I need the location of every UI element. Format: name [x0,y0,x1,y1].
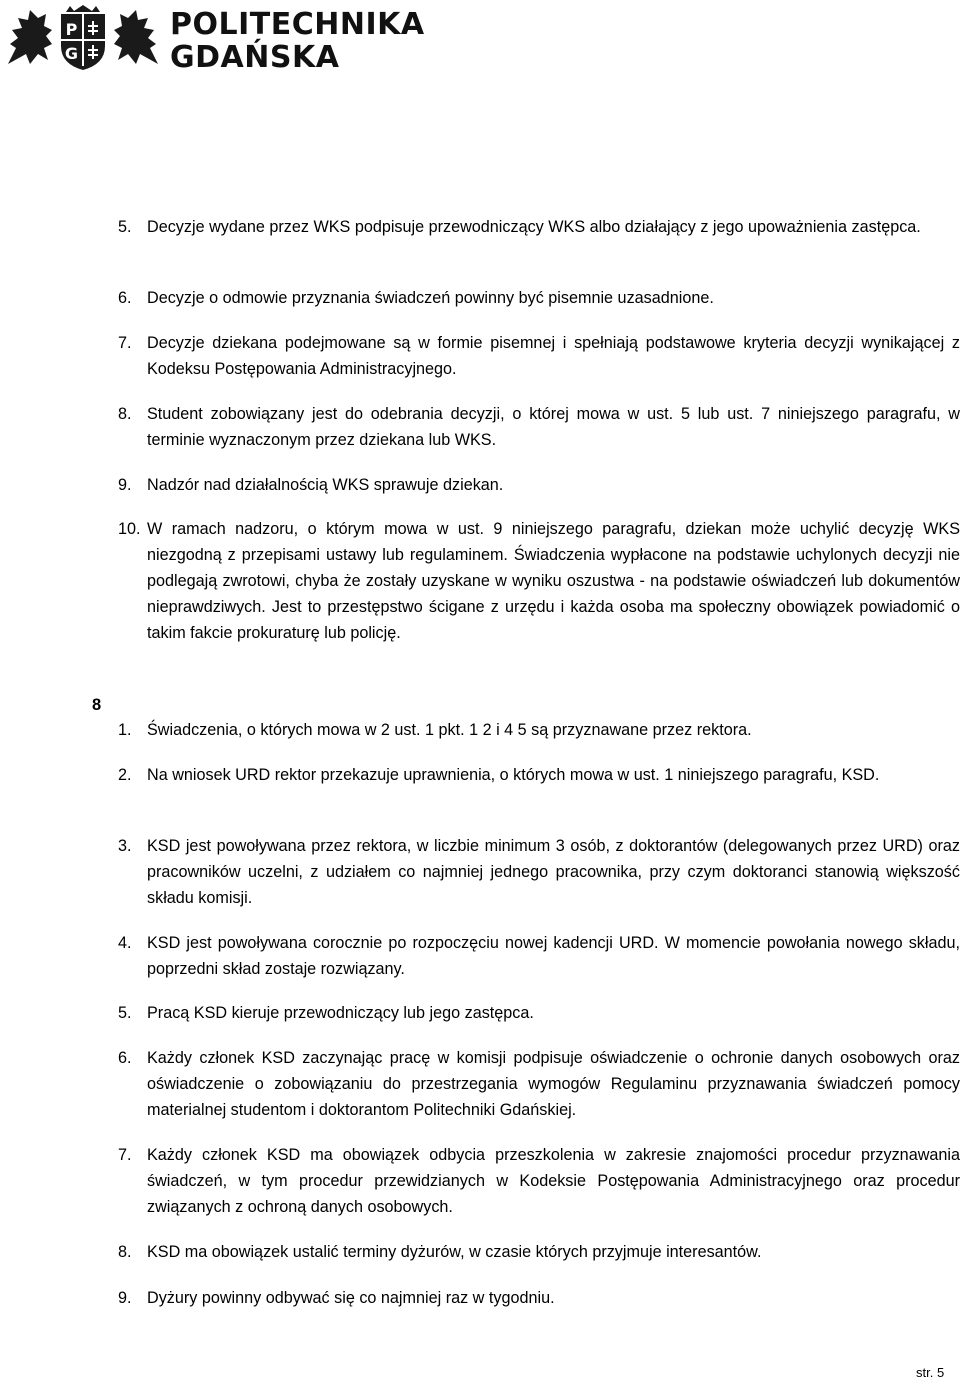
list-item-number: 9. [118,1289,132,1307]
list-item-text: Świadczenia, o których mowa w 2 ust. 1 pkt. 1 2 i 4 5 są przyznawane przez rektora. [147,721,752,739]
list-item-text: KSD jest powoływana corocznie po rozpoczęciu nowej kadencji URD. W momencie powołania nowego składu, poprzedni skład zostaje rozwiązany. [147,934,960,978]
list-item-number: 7. [118,1146,132,1164]
list-item [118,472,960,498]
page-header [0,0,960,80]
university-emblem-icon [6,4,160,70]
list-item [118,1000,960,1026]
list-item [118,214,960,240]
list-item [118,1142,960,1220]
page-number: str. 5 [916,1365,945,1380]
list-item-text: KSD ma obowiązek ustalić terminy dyżurów, w czasie których przyjmuje interesantów. [147,1243,762,1261]
list-item-text: Na wniosek URD rektor przekazuje uprawnienia, o których mowa w ust. 1 niniejszego paragrafu, KSD. [147,766,880,784]
list-item-text: KSD jest powoływana przez rektora, w liczbie minimum 3 osób, z doktorantów (delegowanych przez URD) oraz pracowników uczelni, z udziałem co najmniej jednego pracownika, przy czym doktoranci stanowią większość składu komisji. [147,837,960,907]
list-item [118,1239,960,1265]
list-item-number: 10. [118,520,141,538]
list-item [118,762,960,788]
list-item [118,833,960,911]
list-item-number: 1. [118,721,132,739]
university-name-line-1: POLITECHNIKA [170,7,425,42]
list-item [118,516,960,646]
list-item-text: W ramach nadzoru, o którym mowa w ust. 9 niniejszego paragrafu, dziekan może uchylić decyzję WKS niezgodną z przepisami ustawy lub regulaminem. Świadczenia wypłacone na podstawie uchylonych decyzji nie podlegają zwrotowi, chyba że zostały uzyskane w wyniku oszustwa - na podstawie oświadczeń lub dokumentów nieprawdziwych. Jest to przestępstwo ścigane z urzędu i każda osoba ma społeczny obowiązek powiadomić o takim fakcie prokuraturę lub policję. [147,520,960,642]
list-item-text: Każdy członek KSD zaczynając pracę w komisji podpisuje oświadczenie o ochronie danych osobowych oraz oświadczenie o zobowiązaniu do przestrzegania wymogów Regulaminu przyznawania świadczeń pomocy materialnej studentom i doktorantom Politechniki Gdańskiej. [147,1049,960,1119]
list-item-number: 8. [118,1243,132,1261]
emblem-letter: G [64,44,79,63]
list-item-text: Każdy członek KSD ma obowiązek odbycia przeszkolenia w zakresie znajomości procedur przyznawania świadczeń, w tym procedur przewidzianych w Kodeksie Postępowania Administracyjnego oraz procedur związanych z ochroną danych osobowych. [147,1146,960,1216]
list-item-text: Decyzje dziekana podejmowane są w formie pisemnej i spełniają podstawowe kryteria decyzji wynikającej z Kodeksu Postępowania Administracyjnego. [147,334,960,378]
list-item-number: 3. [118,837,132,855]
list-item-text: Pracą KSD kieruje przewodniczący lub jego zastępca. [147,1004,534,1022]
list-item-number: 7. [118,334,132,352]
emblem-letter: P [65,20,78,39]
list-item-number: 5. [118,218,132,236]
list-item-number: 6. [118,1049,132,1067]
list-item [118,717,960,743]
list-item [118,1285,960,1311]
university-name [170,8,425,74]
university-name-line-2: GDAŃSKA [170,40,340,75]
list-item-number: 8. [118,405,132,423]
list-item [118,330,960,382]
list-item-text: Decyzje o odmowie przyznania świadczeń powinny być pisemnie uzasadnione. [147,289,714,307]
list-item-number: 9. [118,476,132,494]
list-item-text: Nadzór nad działalnością WKS sprawuje dziekan. [147,476,504,494]
list-item-text: Dyżury powinny odbywać się co najmniej raz w tygodniu. [147,1289,555,1307]
list-item [118,930,960,982]
list-item [118,1045,960,1123]
section-heading: 8 [92,696,102,714]
list-item [118,401,960,453]
list-item-text: Decyzje wydane przez WKS podpisuje przewodniczący WKS albo działający z jego upoważnienia zastępca. [147,218,921,236]
list-item-number: 6. [118,289,132,307]
list-item-number: 4. [118,934,132,952]
list-item-number: 5. [118,1004,132,1022]
list-item-text: Student zobowiązany jest do odebrania decyzji, o której mowa w ust. 5 lub ust. 7 niniejszego paragrafu, w terminie wyznaczonym przez dziekana lub WKS. [147,405,960,449]
list-item [118,285,960,311]
list-item-number: 2. [118,766,132,784]
